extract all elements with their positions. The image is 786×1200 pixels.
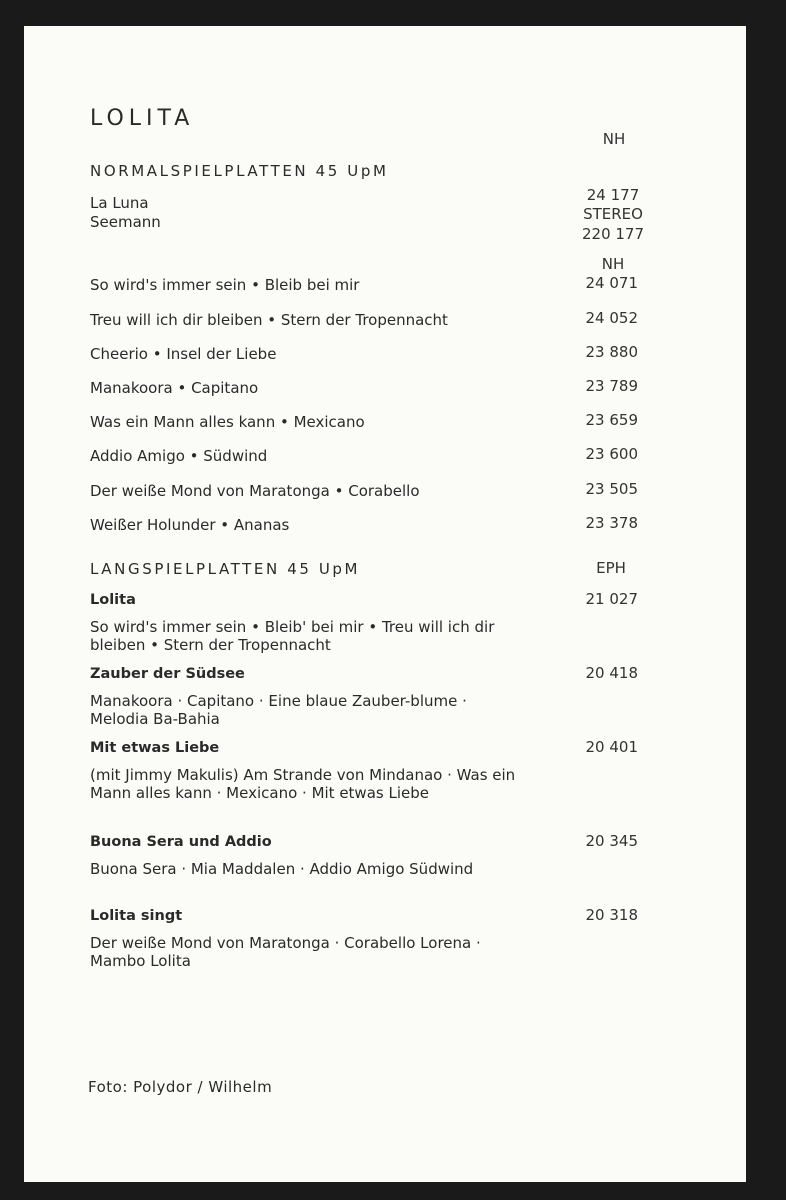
album-code: 20 418: [585, 664, 638, 682]
album-code: 20 318: [585, 906, 638, 924]
normal-first-code-3: 220 177: [581, 225, 645, 243]
album-code: 21 027: [585, 590, 638, 608]
single-row-title: Weißer Holunder • Ananas: [90, 516, 290, 534]
long-section-heading: LANGSPIELPLATTEN 45 UpM: [90, 560, 361, 578]
artist-title: LOLITA: [90, 106, 195, 131]
single-row-code: 23 789: [585, 377, 638, 395]
single-row-code: 23 880: [585, 343, 638, 361]
album-tracks: So wird's immer sein • Bleib' bei mir • Treu will ich dir bleiben • Stern der Tropennacht: [90, 618, 495, 654]
single-row-code: 23 505: [585, 480, 638, 498]
single-row-code: 24 071: [585, 274, 638, 292]
record-card: [24, 26, 746, 1182]
album-tracks: Manakoora · Capitano · Eine blaue Zauber-blume · Melodia Ba-Bahia: [90, 692, 467, 728]
single-row-code: 23 600: [585, 445, 638, 463]
album-title: Zauber der Südsee: [90, 666, 245, 682]
single-row-title: Treu will ich dir bleiben • Stern der Tropennacht: [90, 311, 448, 329]
album-title: Mit etwas Liebe: [90, 740, 220, 756]
album-tracks: Der weiße Mond von Maratonga · Corabello Lorena · Mambo Lolita: [90, 934, 481, 970]
single-row-title: Der weiße Mond von Maratonga • Corabello: [90, 482, 420, 500]
album-title: Lolita singt: [90, 908, 183, 924]
album-tracks: (mit Jimmy Makulis) Am Strande von Mindanao · Was ein Mann alles kann · Mexicano · Mit etwas Liebe: [90, 766, 516, 802]
album-code: 20 345: [585, 832, 638, 850]
nh-header: NH: [602, 130, 626, 148]
album-title: Buona Sera und Addio: [90, 834, 272, 850]
single-row-title: So wird's immer sein • Bleib bei mir: [90, 276, 360, 294]
photo-credit: Foto: Polydor / Wilhelm: [88, 1078, 273, 1096]
single-row-code: 24 052: [585, 309, 638, 327]
album-tracks: Buona Sera · Mia Maddalen · Addio Amigo Südwind: [90, 860, 474, 878]
single-row-title: Was ein Mann alles kann • Mexicano: [90, 413, 365, 431]
normal-first-code-4: NH: [601, 255, 625, 273]
normal-first-title-2: Seemann: [90, 213, 161, 231]
normal-first-title-1: La Luna: [90, 194, 149, 212]
single-row-code: 23 659: [585, 411, 638, 429]
normal-section-heading: NORMALSPIELPLATTEN 45 UpM: [90, 162, 389, 180]
album-code: 20 401: [585, 738, 638, 756]
eph-header: EPH: [596, 559, 626, 577]
album-title: Lolita: [90, 592, 136, 608]
normal-first-code-2: STEREO: [583, 205, 643, 223]
normal-first-code-1: 24 177: [586, 186, 640, 204]
single-row-code: 23 378: [585, 514, 638, 532]
single-row-title: Cheerio • Insel der Liebe: [90, 345, 277, 363]
single-row-title: Manakoora • Capitano: [90, 379, 259, 397]
single-row-title: Addio Amigo • Südwind: [90, 447, 268, 465]
